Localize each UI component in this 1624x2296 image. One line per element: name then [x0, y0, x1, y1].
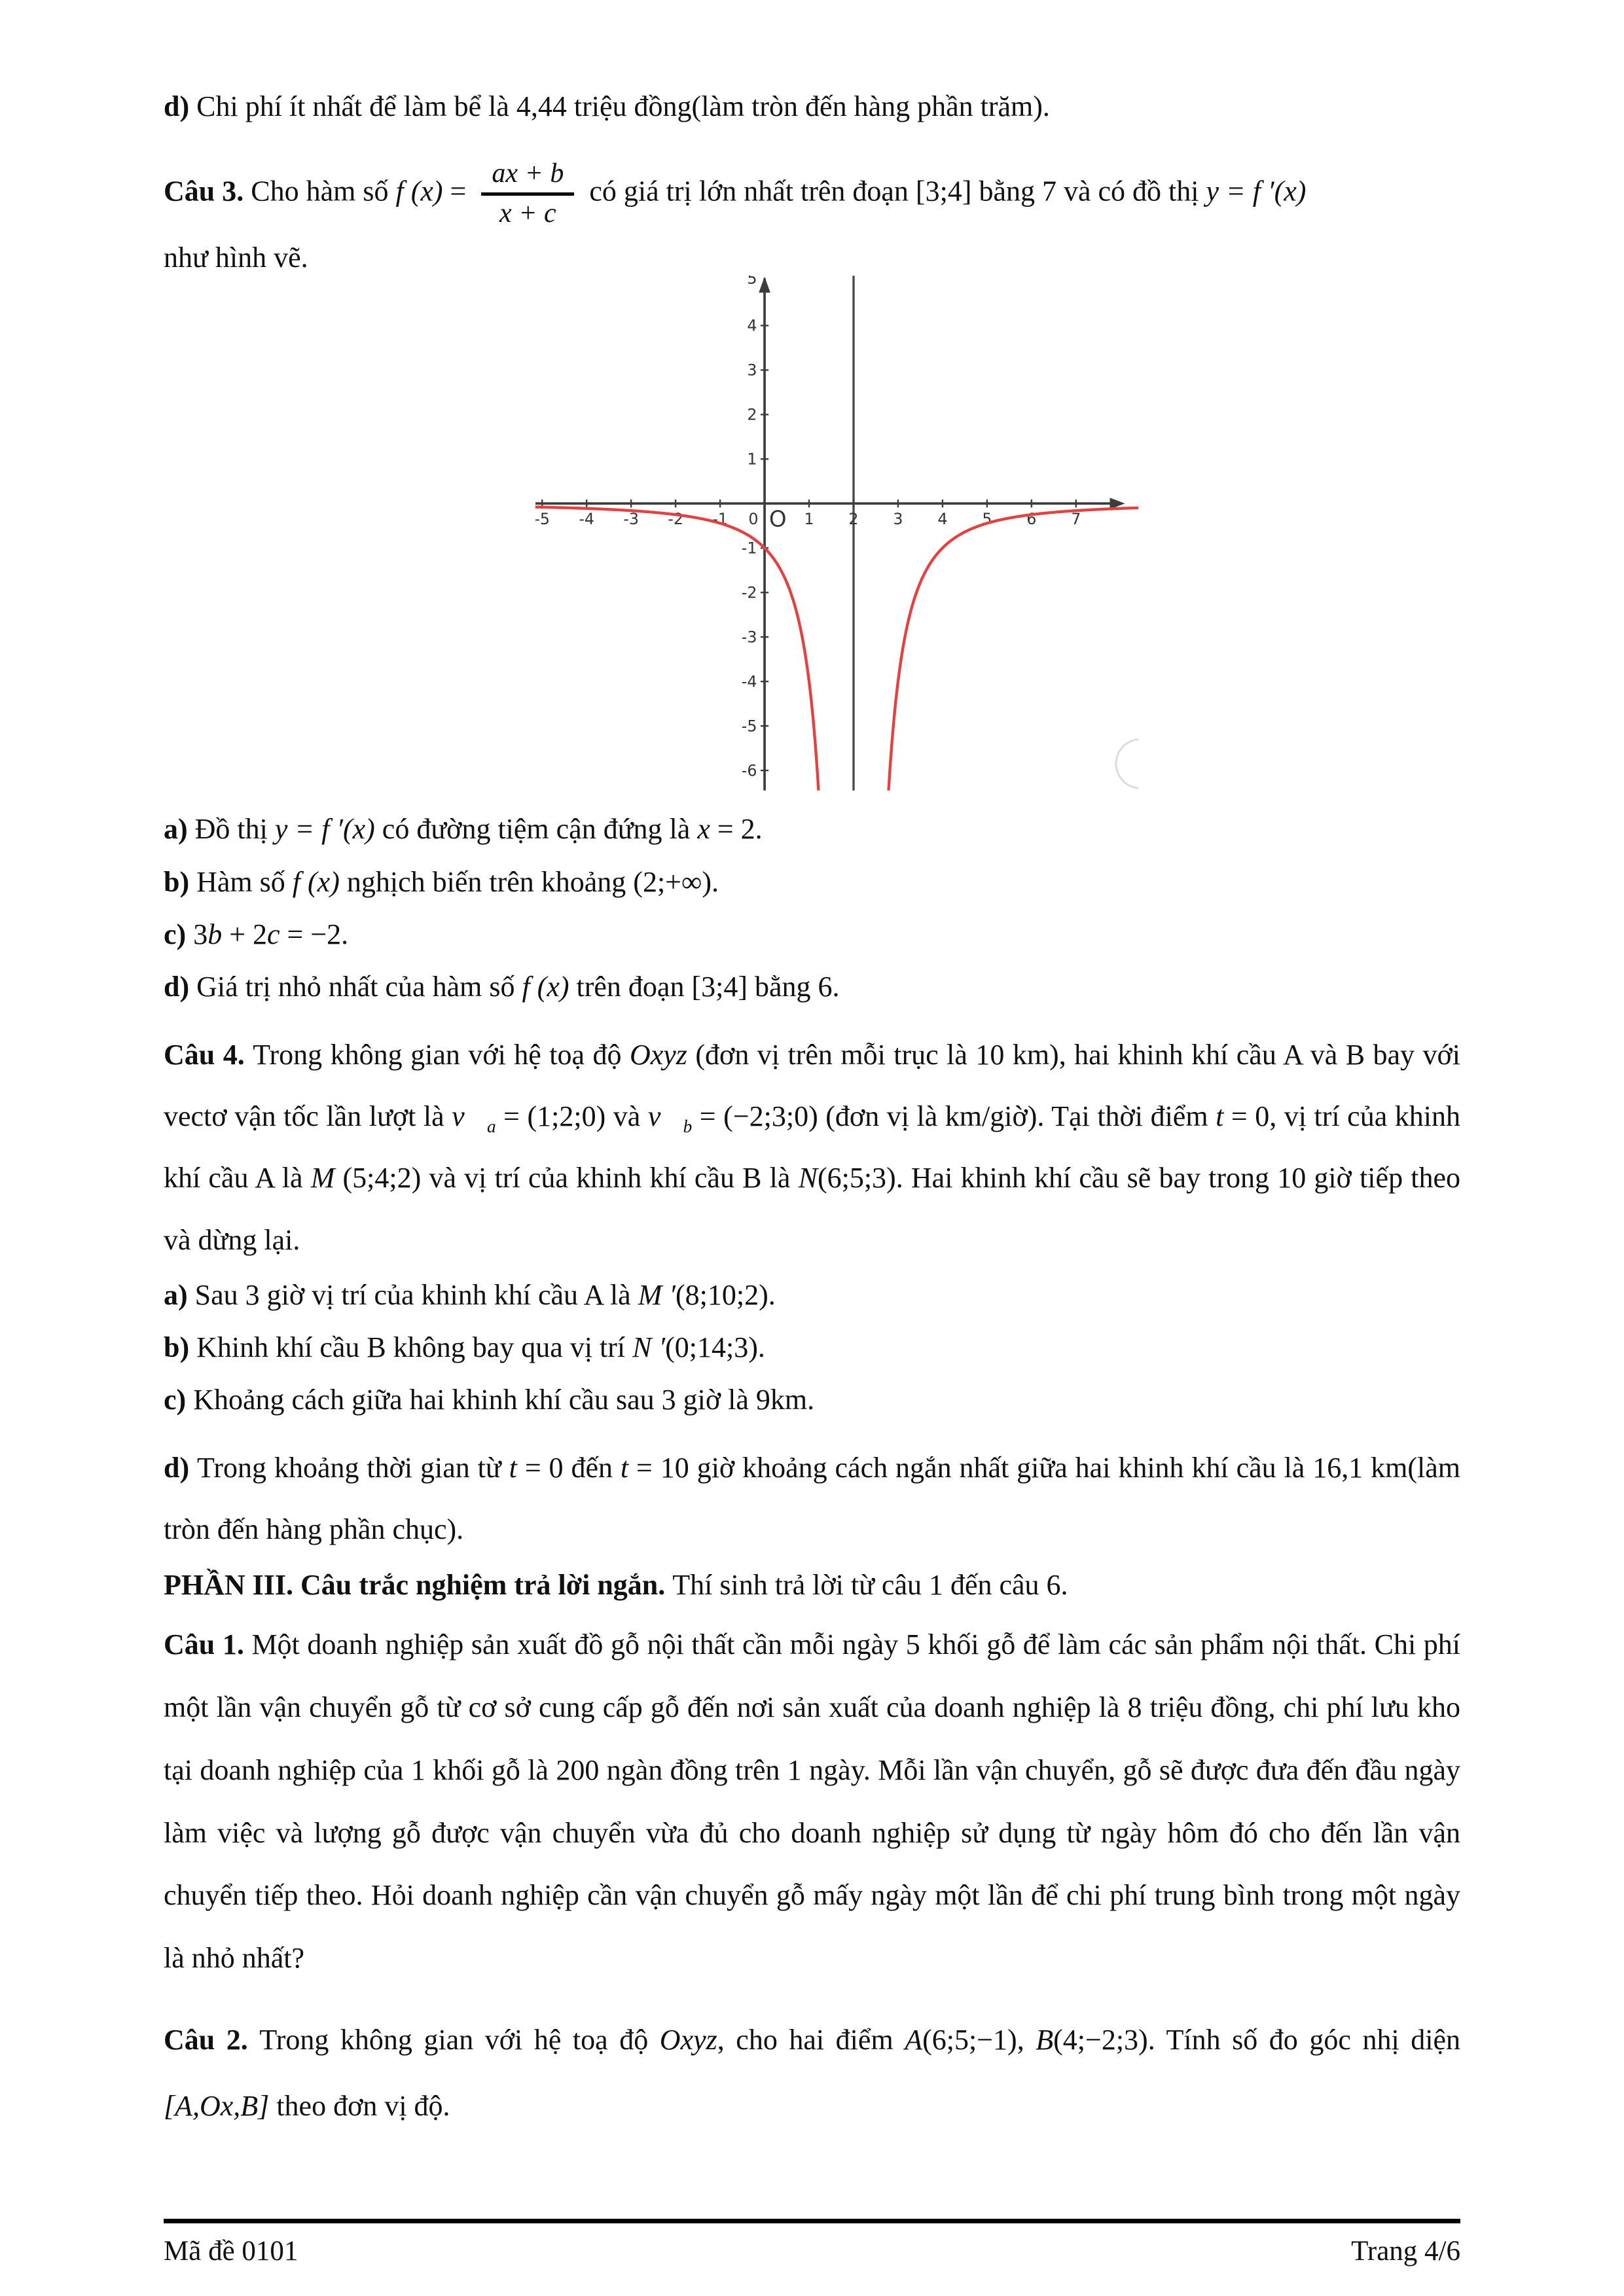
text-run: b)	[164, 1331, 197, 1363]
text-run: A	[905, 2024, 923, 2056]
text-run: Trong khoảng thời gian từ	[197, 1452, 509, 1484]
text-run: Đồ thị	[194, 813, 275, 846]
statement-d-previous-question	[164, 92, 1460, 122]
x-tick-label	[579, 511, 594, 529]
text-run: M ′	[638, 1278, 676, 1311]
text-run: PHẦN III. Câu trắc nghiệm trả lời ngắn.	[164, 1568, 673, 1601]
statement-4d	[164, 1437, 1460, 1560]
text-run: B	[1036, 2024, 1054, 2056]
text-run: Sau 3 giờ vị trí của khinh khí cầu A là	[194, 1278, 638, 1311]
text-run: (5;4;2) và vị trí của khinh khí cầu B là	[334, 1162, 799, 1194]
text-run: N	[798, 1162, 818, 1194]
text-run: v⃗	[647, 1100, 683, 1133]
text-run: (0;14;3).	[665, 1331, 765, 1363]
text-run: x	[697, 813, 710, 846]
text-run: Câu 4.	[164, 1039, 253, 1071]
text-run: Oxyz	[659, 2024, 717, 2056]
x-tick-label	[848, 511, 858, 529]
x-tick-label	[623, 511, 639, 529]
f-prime-curve	[535, 507, 818, 791]
x-tick-label	[937, 511, 947, 529]
text-run: Chi phí ít nhất để làm bể là 4,44 triệu đồng(làm tròn đến hàng phần trăm).	[196, 90, 1050, 122]
text-run: , cho hai điểm	[717, 2024, 905, 2056]
x-tick-label	[1071, 511, 1081, 529]
question-1	[164, 1613, 1460, 1990]
y-axis-arrow-icon	[759, 277, 770, 293]
text-run: a)	[164, 813, 195, 846]
exam-code: Mã đề 0101	[164, 2236, 298, 2267]
derivative-graph	[535, 276, 1138, 791]
text-run: y = f ′(x)	[274, 813, 375, 846]
text-run: trên đoạn [3;4] bằng 6.	[569, 970, 840, 1003]
x-tick-label	[535, 511, 550, 529]
statement-4b	[164, 1333, 1460, 1363]
text-run: f (x)	[395, 175, 443, 207]
text-run: Câu 1.	[164, 1628, 252, 1660]
text-run: a)	[164, 1278, 195, 1311]
text-run: Trong không gian với hệ toạ độ	[259, 2024, 660, 2056]
text-run: Khinh khí cầu B không bay qua vị trí	[196, 1331, 633, 1363]
text-run: (4;−2;3). Tính số đo góc nhị diện	[1053, 2024, 1460, 2056]
origin-label	[769, 507, 787, 533]
y-tick-label	[747, 450, 757, 469]
text-run: (đơn vị trên mỗi trục là 10 km), hai khinh khí cầu A và B bay với vectơ vận tốc lần lượt là	[164, 1039, 1460, 1133]
y-tick-label	[747, 361, 757, 380]
question-3-tail: như hình vẽ.	[164, 242, 308, 274]
text-run: + 2	[222, 918, 268, 950]
question-4	[164, 1024, 1460, 1271]
y-tick-label	[742, 584, 757, 602]
text-run: = 0 đến	[516, 1452, 621, 1484]
zero-label	[748, 511, 758, 529]
section-3-heading	[164, 1570, 1460, 1600]
text-run: y = f ′(x)	[1206, 175, 1307, 207]
clipped-top-tick-label	[747, 276, 757, 288]
text-run: 3	[193, 918, 208, 950]
text-run: Giá trị nhỏ nhất của hàm số	[196, 970, 522, 1003]
text-run: (6;5;3). Hai khinh khí cầu sẽ bay trong 10 giờ tiếp theo và dừng lại.	[164, 1162, 1460, 1256]
faint-arc-artifact	[1116, 740, 1138, 789]
statement-3d	[164, 972, 1460, 1002]
text-run: f (x)	[522, 970, 569, 1003]
text-run: a	[486, 1117, 496, 1137]
text-run: t	[509, 1452, 517, 1484]
text-run: Một doanh nghiệp sản xuất đồ gỗ nội thất cần mỗi ngày 5 khối gỗ để làm các sản phẩm nội thất. Chi phí một lần vận chuyển gỗ từ cơ sở cung cấp gỗ đến nơi sản xuất của doanh nghiệp là 8 triệu đồng, chi phí lưu kho tại doanh nghiệp của 1 khối gỗ là 200 ngàn đồng trên 1 ngày. Mỗi lần vận chuyển, gỗ sẽ được đưa đến đầu ngày làm việc và lượng gỗ được vận chuyển vừa đủ cho doanh nghiệp sử dụng từ ngày hôm đó cho đến lần vận chuyển tiếp theo. Hỏi doanh nghiệp cần vận chuyển gỗ mấy ngày một lần để chi phí trung bình trong một ngày là nhỏ nhất?	[164, 1628, 1460, 1975]
text-run: Hàm số	[196, 865, 293, 898]
x-tick-label	[893, 511, 903, 529]
text-run: có đường tiệm cận đứng là	[374, 813, 698, 846]
f-prime-curve	[888, 508, 1138, 791]
page-footer	[164, 2219, 1460, 2267]
text-run: d)	[164, 90, 197, 122]
text-run: c	[267, 918, 280, 950]
text-run: nghịch biến trên khoảng (2;+∞).	[339, 865, 719, 898]
text-run: [A,Ox,B]	[164, 2090, 270, 2123]
text-run: theo đơn vị độ.	[269, 2090, 450, 2123]
text-run: c)	[164, 918, 194, 950]
statement-3b	[164, 867, 1460, 897]
text-run: = (1;2;0) và	[496, 1100, 648, 1133]
y-tick-label	[747, 406, 757, 424]
text-run: t	[620, 1452, 629, 1484]
statement-3a	[164, 814, 1460, 844]
text-run: Câu 2.	[164, 2024, 260, 2056]
figure-derivative-graph	[535, 276, 1460, 791]
x-tick-label	[804, 511, 814, 529]
statement-3c	[164, 920, 1460, 950]
y-tick-label	[742, 673, 757, 691]
text-run: d)	[164, 970, 197, 1003]
text-run: Trong không gian với hệ toạ độ	[253, 1039, 630, 1071]
text-run: b	[208, 918, 223, 950]
y-tick-label	[742, 628, 757, 647]
fraction: $\frac{ax + b}{x + c}$	[481, 156, 574, 232]
text-run: có giá trị lớn nhất trên đoạn [3;4] bằng 7 và có đồ thị	[582, 175, 1206, 207]
text-run: = −2.	[280, 918, 349, 950]
page-number: Trang 4/6	[1351, 2236, 1460, 2267]
text-run: (6;5;−1),	[922, 2024, 1036, 2056]
text-run: d)	[164, 1452, 198, 1484]
text-run: M	[310, 1162, 335, 1194]
question-3	[164, 156, 1460, 232]
y-tick-label	[742, 717, 757, 736]
statement-4c	[164, 1385, 1460, 1415]
text-run: Câu 3.	[164, 175, 251, 207]
text-run: =	[442, 175, 474, 207]
y-tick-label	[747, 317, 757, 335]
text-run: N ′	[632, 1331, 666, 1363]
text-run: = 0, vị trí của khinh khí cầu A là	[164, 1100, 1461, 1194]
y-tick-label	[742, 539, 757, 558]
text-run: b	[683, 1117, 693, 1137]
text-run: t	[1216, 1100, 1224, 1133]
text-run: (8;10;2).	[676, 1278, 776, 1311]
text-run: c)	[164, 1384, 194, 1416]
text-run: v⃗	[452, 1100, 487, 1133]
text-run: Thí sinh trả lời từ câu 1 đến câu 6.	[672, 1568, 1068, 1601]
text-run: Cho hàm số	[251, 175, 396, 207]
question-2	[164, 2007, 1460, 2139]
statement-4a	[164, 1280, 1460, 1310]
text-run: f (x)	[292, 865, 340, 898]
text-run: = (−2;3;0) (đơn vị là km/giờ). Tại thời điểm	[692, 1100, 1216, 1133]
text-run: Khoảng cách giữa hai khinh khí cầu sau 3 giờ là 9km.	[193, 1384, 815, 1416]
text-run: = 2.	[710, 813, 763, 846]
y-tick-label	[742, 762, 757, 780]
text-run: = 10 giờ khoảng cách ngắn nhất giữa hai khinh khí cầu là 16,1 km(làm tròn đến hàng phần chục).	[164, 1452, 1461, 1546]
text-run: Oxyz	[629, 1039, 687, 1071]
text-run: b)	[164, 865, 197, 898]
